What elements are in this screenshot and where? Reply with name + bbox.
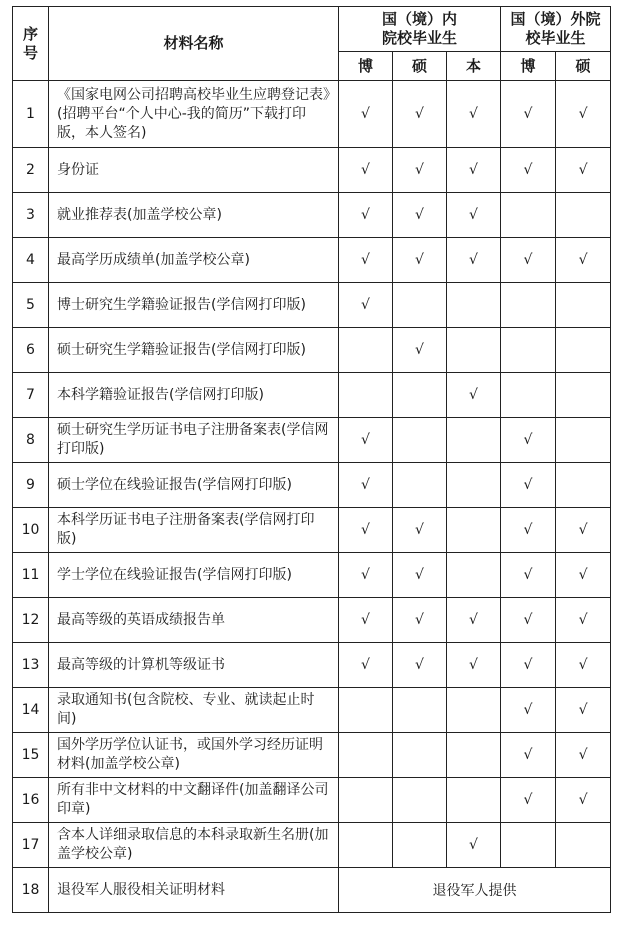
- check-mark: √: [393, 238, 447, 283]
- check-mark: √: [556, 81, 611, 148]
- header-material-name: 材料名称: [49, 7, 339, 81]
- table-body: [13, 81, 611, 913]
- check-mark: √: [447, 81, 501, 148]
- empty-cell: [447, 463, 501, 508]
- check-mark: √: [393, 328, 447, 373]
- table-row: [13, 508, 611, 553]
- empty-cell: [447, 553, 501, 598]
- empty-cell: [447, 688, 501, 733]
- check-mark: √: [501, 598, 556, 643]
- table-row: [13, 778, 611, 823]
- material-name: 硕士研究生学籍验证报告(学信网打印版): [49, 328, 339, 373]
- check-mark: √: [556, 508, 611, 553]
- empty-cell: [339, 688, 393, 733]
- table-row: [13, 193, 611, 238]
- table-row: [13, 418, 611, 463]
- row-number: 2: [13, 148, 49, 193]
- material-name: 含本人详细录取信息的本科录取新生名册(加盖学校公章): [49, 823, 339, 868]
- check-mark: √: [339, 553, 393, 598]
- check-mark: √: [501, 238, 556, 283]
- table-row: [13, 238, 611, 283]
- empty-cell: [501, 283, 556, 328]
- row-number: 8: [13, 418, 49, 463]
- table-row: [13, 553, 611, 598]
- material-name: 最高学历成绩单(加盖学校公章): [49, 238, 339, 283]
- table-row: [13, 463, 611, 508]
- check-mark: √: [501, 508, 556, 553]
- table-row: [13, 373, 611, 418]
- empty-cell: [339, 823, 393, 868]
- table-row: [13, 328, 611, 373]
- material-name: 学士学位在线验证报告(学信网打印版): [49, 553, 339, 598]
- check-mark: √: [339, 81, 393, 148]
- check-mark: √: [447, 643, 501, 688]
- table-row: [13, 643, 611, 688]
- header-overseas-graduates: 国（境）外院校毕业生: [501, 7, 611, 52]
- check-mark: √: [556, 733, 611, 778]
- check-mark: √: [393, 81, 447, 148]
- table-row: [13, 81, 611, 148]
- table-row: [13, 148, 611, 193]
- material-name: 硕士学位在线验证报告(学信网打印版): [49, 463, 339, 508]
- empty-cell: [393, 463, 447, 508]
- material-name: 本科学籍验证报告(学信网打印版): [49, 373, 339, 418]
- material-name: 本科学历证书电子注册备案表(学信网打印版): [49, 508, 339, 553]
- empty-cell: [501, 328, 556, 373]
- empty-cell: [447, 733, 501, 778]
- check-mark: √: [501, 778, 556, 823]
- empty-cell: [339, 733, 393, 778]
- check-mark: √: [339, 508, 393, 553]
- empty-cell: [501, 373, 556, 418]
- check-mark: √: [501, 81, 556, 148]
- row-number: 12: [13, 598, 49, 643]
- material-name: 国外学历学位认证书，或国外学习经历证明材料(加盖学校公章): [49, 733, 339, 778]
- material-name: 博士研究生学籍验证报告(学信网打印版): [49, 283, 339, 328]
- material-name: 所有非中文材料的中文翻译件(加盖翻译公司印章): [49, 778, 339, 823]
- table-header: [13, 7, 611, 81]
- check-mark: √: [447, 823, 501, 868]
- check-mark: √: [393, 193, 447, 238]
- check-mark: √: [393, 598, 447, 643]
- empty-cell: [393, 823, 447, 868]
- table-row: [13, 688, 611, 733]
- check-mark: √: [393, 508, 447, 553]
- empty-cell: [339, 778, 393, 823]
- header-doctor-overseas: 博: [501, 52, 556, 81]
- header-bachelor-domestic: 本: [447, 52, 501, 81]
- row-number: 17: [13, 823, 49, 868]
- empty-cell: [393, 373, 447, 418]
- check-mark: √: [501, 688, 556, 733]
- material-name: 《国家电网公司招聘高校毕业生应聘登记表》(招聘平台“个人中心-我的简历”下载打印版，本人签名): [49, 81, 339, 148]
- empty-cell: [393, 778, 447, 823]
- header-master-overseas: 硕: [556, 52, 611, 81]
- row-number: 16: [13, 778, 49, 823]
- empty-cell: [393, 733, 447, 778]
- check-mark: √: [339, 238, 393, 283]
- empty-cell: [556, 463, 611, 508]
- row-number: 7: [13, 373, 49, 418]
- check-mark: √: [556, 598, 611, 643]
- check-mark: √: [339, 643, 393, 688]
- check-mark: √: [501, 553, 556, 598]
- check-mark: √: [339, 283, 393, 328]
- check-mark: √: [339, 463, 393, 508]
- check-mark: √: [339, 418, 393, 463]
- header-doctor-domestic: 博: [339, 52, 393, 81]
- empty-cell: [339, 328, 393, 373]
- empty-cell: [447, 778, 501, 823]
- table-row: [13, 868, 611, 913]
- check-mark: √: [556, 553, 611, 598]
- empty-cell: [556, 328, 611, 373]
- material-name: 最高等级的计算机等级证书: [49, 643, 339, 688]
- empty-cell: [556, 283, 611, 328]
- empty-cell: [447, 418, 501, 463]
- check-mark: √: [339, 193, 393, 238]
- materials-table: [12, 6, 611, 913]
- check-mark: √: [501, 643, 556, 688]
- check-mark: √: [447, 373, 501, 418]
- check-mark: √: [393, 643, 447, 688]
- material-name: 硕士研究生学历证书电子注册备案表(学信网打印版): [49, 418, 339, 463]
- check-mark: √: [447, 193, 501, 238]
- check-mark: √: [339, 598, 393, 643]
- empty-cell: [556, 373, 611, 418]
- empty-cell: [393, 688, 447, 733]
- empty-cell: [393, 283, 447, 328]
- check-mark: √: [501, 148, 556, 193]
- row-number: 14: [13, 688, 49, 733]
- row-number: 10: [13, 508, 49, 553]
- empty-cell: [447, 328, 501, 373]
- empty-cell: [501, 823, 556, 868]
- empty-cell: [393, 418, 447, 463]
- header-master-domestic: 硕: [393, 52, 447, 81]
- check-mark: √: [447, 148, 501, 193]
- row-number: 9: [13, 463, 49, 508]
- row-number: 11: [13, 553, 49, 598]
- empty-cell: [339, 373, 393, 418]
- row-number: 5: [13, 283, 49, 328]
- veteran-note: 退役军人提供: [339, 868, 611, 913]
- header-domestic-graduates: 国（境）内院校毕业生: [339, 7, 501, 52]
- check-mark: √: [393, 148, 447, 193]
- check-mark: √: [556, 643, 611, 688]
- material-name: 就业推荐表(加盖学校公章): [49, 193, 339, 238]
- row-number: 3: [13, 193, 49, 238]
- empty-cell: [556, 193, 611, 238]
- row-number: 6: [13, 328, 49, 373]
- check-mark: √: [501, 418, 556, 463]
- check-mark: √: [556, 238, 611, 283]
- check-mark: √: [556, 778, 611, 823]
- check-mark: √: [339, 148, 393, 193]
- check-mark: √: [447, 238, 501, 283]
- empty-cell: [556, 418, 611, 463]
- check-mark: √: [501, 733, 556, 778]
- header-seq: 序号: [13, 7, 49, 81]
- row-number: 4: [13, 238, 49, 283]
- table-row: [13, 823, 611, 868]
- material-name: 退役军人服役相关证明材料: [49, 868, 339, 913]
- empty-cell: [447, 283, 501, 328]
- row-number: 18: [13, 868, 49, 913]
- table-row: [13, 733, 611, 778]
- check-mark: √: [501, 463, 556, 508]
- material-name: 录取通知书(包含院校、专业、就读起止时间): [49, 688, 339, 733]
- empty-cell: [501, 193, 556, 238]
- row-number: 15: [13, 733, 49, 778]
- material-name: 最高等级的英语成绩报告单: [49, 598, 339, 643]
- table-row: [13, 598, 611, 643]
- check-mark: √: [447, 598, 501, 643]
- row-number: 13: [13, 643, 49, 688]
- row-number: 1: [13, 81, 49, 148]
- check-mark: √: [556, 688, 611, 733]
- check-mark: √: [556, 148, 611, 193]
- empty-cell: [556, 823, 611, 868]
- material-name: 身份证: [49, 148, 339, 193]
- check-mark: √: [393, 553, 447, 598]
- table-row: [13, 283, 611, 328]
- empty-cell: [447, 508, 501, 553]
